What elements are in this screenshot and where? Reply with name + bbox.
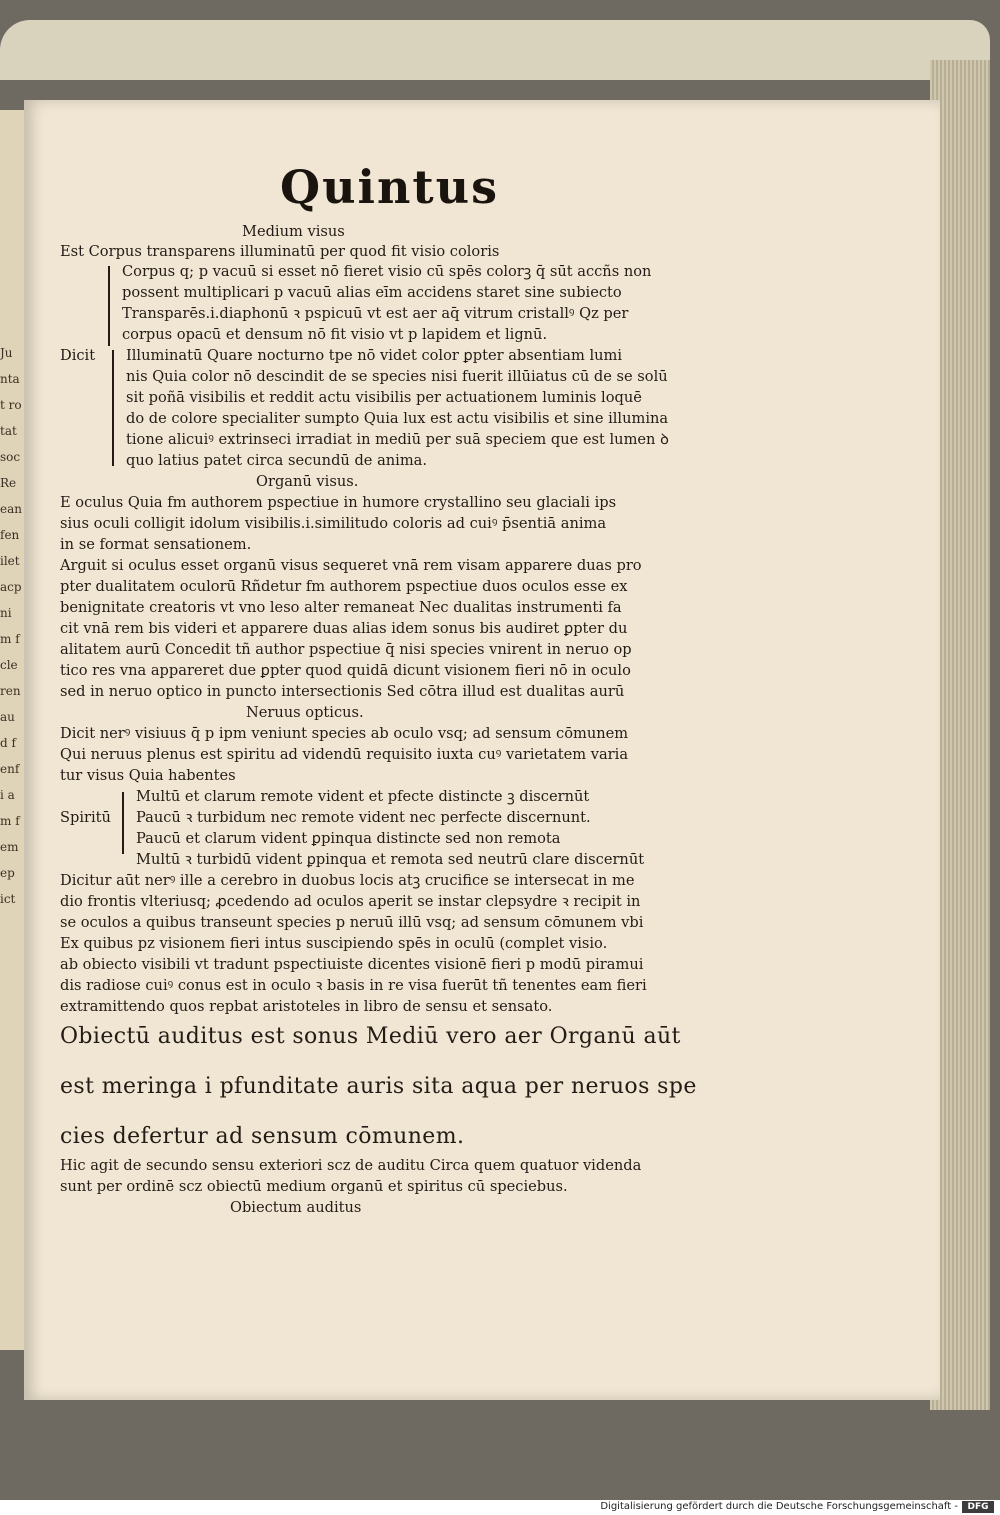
text-line: dis radiose cuiꝰ conus est in oculo ꝛ basis in re visa fuerūt tñ tenentes eam fieri: [60, 977, 647, 994]
left-margin-fragments: Ju ntat rotat soc Re ean fen ilet acp nim fcle ren aud fenfi am fem ep ict: [0, 346, 22, 906]
text-line: Ex quibus pz visionem fieri intus suscipiendo spēs in oculū (complet visio.: [60, 935, 608, 952]
text-line: in se format sensationem.: [60, 536, 252, 553]
text-line: tur visus Quia habentes: [60, 767, 236, 784]
text-line-large: cies defertur ad sensum cōmunem.: [60, 1124, 465, 1149]
margin-label: Spiritū: [60, 809, 111, 826]
text-line: Medium visus: [242, 223, 345, 240]
text-line: sius oculi colligit idolum visibilis.i.similitudo coloris ad cuiꝰ p̄sentiā anima: [60, 515, 607, 532]
footer-credit: Digitalisierung gefördert durch die Deutsche Forschungsgemeinschaft -: [600, 1501, 958, 1512]
text-line: Transparēs.i.diaphonū ꝛ pspicuū vt est aer aq̄ vitrum cristallꝰ Qz per: [122, 305, 629, 322]
section-heading: Organū visus.: [256, 473, 359, 490]
text-line: sed in neruo optico in puncto intersectionis Sed cōtra illud est dualitas aurū: [60, 683, 625, 700]
text-line: Qui neruus plenus est spiritu ad videndū requisito iuxta cuꝰ varietatem varia: [60, 746, 629, 763]
section-heading: Neruus opticus.: [246, 704, 364, 721]
text-line: ab obiecto visibili vt tradunt pspectiuiste dicentes visionē fieri p modū piramui: [60, 956, 644, 973]
book-page: [24, 100, 940, 1400]
text-line: Est Corpus transparens illuminatū per quod fit visio coloris: [60, 243, 500, 260]
text-line: possent multiplicari p vacuū alias eīm accidens staret sine subiecto: [122, 284, 622, 301]
text-line: do de colore specialiter sumpto Quia lux est actu visibilis et sine illumina: [126, 410, 669, 427]
text-line: nis Quia color nō descindit de se species nisi fuerit illūiatus cū de se solū: [126, 368, 668, 385]
text-line: Dicit nerꝰ visiuus q̄ p ipm veniunt species ab oculo vsq; ad sensum cōmunem: [60, 725, 629, 742]
text-line: Corpus q; p vacuū si esset nō fieret visio cū spēs colorꝫ q̄ sūt accñs non: [122, 263, 652, 280]
text-line: Multū et clarum remote vident et pfecte distincte ꝫ discernūt: [136, 788, 590, 805]
left-page-edge: [0, 110, 26, 1350]
text-line: sunt per ordinē scz obiectū medium organū et spiritus cū speciebus.: [60, 1178, 568, 1195]
text-line: se oculos a quibus transeunt species p neruū illū vsq; ad sensum cōmunem vbi: [60, 914, 644, 931]
brace: [122, 792, 124, 854]
page-title: Quintus: [280, 160, 500, 214]
text-line: Paucū et clarum vident ꝑpinqua distincte sed non remota: [136, 830, 561, 847]
text-line: Arguit si oculus esset organū visus sequeret vnā rem visam apparere duas pro: [60, 557, 642, 574]
text-line: pter dualitatem oculorū Rñdetur fm authorem pspectiue duos oculos esse ex: [60, 578, 628, 595]
text-line: tione alicuiꝰ extrinseci irradiat in mediū per suā speciem que est lumen ꝺ: [126, 431, 669, 448]
book-top-edge: [0, 20, 990, 80]
brace: [108, 266, 110, 346]
text-line: Illuminatū Quare nocturno tpe nō videt color ꝑpter absentiam lumi: [126, 347, 623, 364]
text-line: corpus opacū et densum nō fit visio vt p lapidem et lignū.: [122, 326, 548, 343]
text-line: Dicitur aūt nerꝰ ille a cerebro in duobus locis atꝫ crucifice se intersecat in me: [60, 872, 635, 889]
section-heading: Obiectum auditus: [230, 1199, 362, 1216]
text-line: dio frontis vlteriusq; ꝓcedendo ad oculos aperit se instar clepsydre ꝛ recipit in: [60, 893, 641, 910]
dfg-logo: DFG: [962, 1501, 994, 1513]
text-line: Multū ꝛ turbidū vident ꝑpinqua et remota sed neutrū clare discernūt: [136, 851, 645, 868]
text-line: benignitate creatoris vt vno leso alter remaneat Nec dualitas instrumenti fa: [60, 599, 622, 616]
text-line: sit poñā visibilis et reddit actu visibilis per actuationem luminis loquē: [126, 389, 642, 406]
footer-bar: [0, 1500, 1000, 1515]
text-line-large: est meringa i pfunditate auris sita aqua per neruos spe: [60, 1074, 697, 1099]
margin-label: Dicit: [60, 347, 96, 364]
text-line-large: Obiectū auditus est sonus Mediū vero aer Organū aūt: [60, 1024, 681, 1049]
brace: [112, 350, 114, 466]
text-line: quo latius patet circa secundū de anima.: [126, 452, 428, 469]
text-line: extramittendo quos repbat aristoteles in libro de sensu et sensato.: [60, 998, 553, 1015]
text-line: Paucū ꝛ turbidum nec remote vident nec perfecte discernunt.: [136, 809, 591, 826]
text-line: tico res vna appareret due ꝑpter quod quidā dicunt visionem fieri nō in oculo: [60, 662, 631, 679]
text-line: cit vnā rem bis videri et apparere duas alias idem sonus bis audiret ꝑpter du: [60, 620, 628, 637]
text-line: Hic agit de secundo sensu exteriori scz de auditu Circa quem quatuor videnda: [60, 1157, 642, 1174]
text-line: alitatem aurū Concedit tñ author pspectiue q̄ nisi species vnirent in neruo op: [60, 641, 632, 658]
text-line: E oculus Quia fm authorem pspectiue in humore crystallino seu glaciali ips: [60, 494, 617, 511]
